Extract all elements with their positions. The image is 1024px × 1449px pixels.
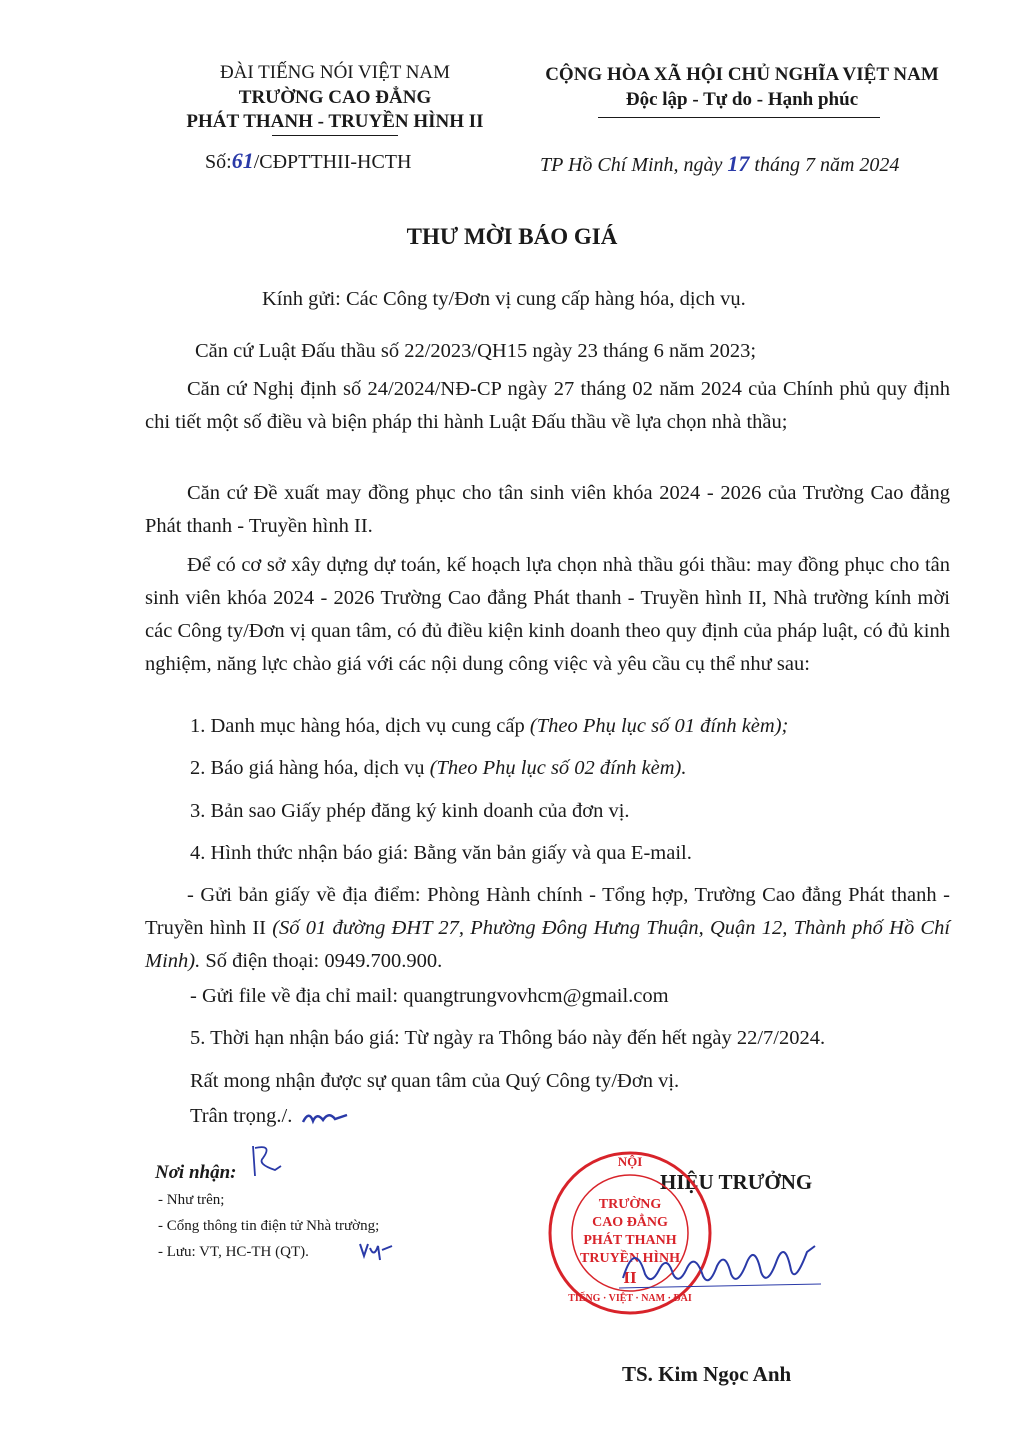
recipient-item-1: - Như trên;: [158, 1192, 225, 1208]
school-name-line1: TRƯỜNG CAO ĐẲNG: [238, 87, 432, 108]
date-day-handwritten: 17: [727, 151, 750, 176]
motto: Độc lập - Tự do - Hạnh phúc: [625, 89, 859, 110]
send-paper-text: - Gửi bản giấy về địa điểm: Phòng Hành chính - Tổng hợp, Trường Cao đẳng Phát thanh - Truyền hình II: [145, 884, 950, 939]
org-name: ĐÀI TIẾNG NÓI VIỆT NAM: [219, 62, 451, 83]
recipient-item-2: - Cổng thông tin điện tử Nhà trường;: [158, 1218, 380, 1234]
initials-mark-2: [245, 1140, 285, 1180]
school-name-line2: PHÁT THANH - TRUYỀN HÌNH II: [186, 111, 484, 132]
doc-no-suffix: /CĐPTTHII-HCTH: [253, 151, 412, 173]
recipient-item-3: - Lưu: VT, HC-TH (QT).: [158, 1244, 309, 1260]
item-2-text: 2. Báo giá hàng hóa, dịch vụ: [190, 757, 425, 779]
document-number: [205, 147, 411, 176]
item-1-text: 1. Danh mục hàng hóa, dịch vụ cung cấp: [190, 715, 525, 737]
intro-paragraph: Để có cơ sở xây dựng dự toán, kế hoạch lựa chọn nhà thầu gói thầu: may đồng phục cho tân sinh viên khóa 2024 - 2026 Trường Cao đẳng Phát thanh - Truyền hình II, Nhà trường kính mời các Công ty/Đơn vị quan tâm, có đủ điều kiện kinh doanh theo quy định của pháp luật, có đủ kinh nghiệm, năng lực chào giá với các nội dung công việc và yêu cầu cụ thể như sau:: [145, 554, 950, 675]
item-3: 3. Bản sao Giấy phép đăng ký kinh doanh của đơn vị.: [190, 800, 630, 822]
item-5: 5. Thời hạn nhận báo giá: Từ ngày ra Thông báo này đến hết ngày 22/7/2024.: [190, 1027, 826, 1049]
stamp-line-1: TRƯỜNG: [598, 1197, 662, 1212]
doc-no-handwritten: 61: [231, 148, 254, 173]
stamp-line-4: TRUYỀN HÌNH: [580, 1251, 680, 1266]
recipients-title: [155, 1160, 236, 1186]
item-1-note: (Theo Phụ lục số 01 đính kèm);: [529, 715, 789, 737]
closing-line-2: [190, 1100, 351, 1133]
country-name: CỘNG HÒA XÃ HỘI CHỦ NGHĨA VIỆT NAM: [545, 64, 939, 85]
basis-3: Căn cứ Đề xuất may đồng phục cho tân sinh viên khóa 2024 - 2026 của Trường Cao đẳng Phát thanh - Truyền hình II.: [145, 482, 950, 537]
date-prefix: TP Hồ Chí Minh, ngày: [540, 154, 723, 176]
signer-position: HIỆU TRƯỞNG: [660, 1170, 813, 1194]
stamp-line-3: PHÁT THANH: [583, 1233, 677, 1248]
send-paper-paragraph: [145, 879, 950, 978]
closing-line-1: Rất mong nhận được sự quan tâm của Quý Công ty/Đơn vị.: [190, 1070, 680, 1092]
send-file-line: - Gửi file về địa chỉ mail: quangtrungvovhcm@gmail.com: [190, 985, 669, 1007]
document-date: [540, 150, 899, 179]
send-paper-phone: Số điện thoại: 0949.700.900.: [205, 950, 443, 972]
motto-underline: [598, 117, 880, 118]
item-2: [190, 752, 686, 785]
signature-mark: [615, 1230, 825, 1300]
basis-1: Căn cứ Luật Đấu thầu số 22/2023/QH15 ngày 23 tháng 6 năm 2023;: [195, 340, 757, 362]
item-2-note: (Theo Phụ lục số 02 đính kèm).: [429, 757, 687, 779]
date-suffix: tháng 7 năm 2024: [754, 154, 900, 176]
stamp-line-2: CAO ĐẲNG: [592, 1215, 668, 1230]
send-paper-address: (Số 01 đường ĐHT 27, Phường Đông Hưng Thuận, Quận 12, Thành phố Hồ Chí Minh).: [145, 917, 951, 972]
initials-mark-3: [358, 1240, 394, 1262]
closing-text: Trân trọng./.: [190, 1105, 293, 1127]
stamp-line-5: II: [623, 1268, 637, 1287]
recipient-line: Kính gửi: Các Công ty/Đơn vị cung cấp hàng hóa, dịch vụ.: [262, 288, 746, 310]
item-1: [190, 710, 788, 743]
item-4: 4. Hình thức nhận báo giá: Bằng văn bản giấy và qua E-mail.: [190, 842, 692, 864]
recipients-title-text: Nơi nhận:: [155, 1162, 237, 1183]
letter-title: THƯ MỜI BÁO GIÁ: [406, 224, 618, 249]
basis-2: Căn cứ Nghị định số 24/2024/NĐ-CP ngày 27 tháng 02 năm 2024 của Chính phủ quy định chi tiết một số điều và biện pháp thi hành Luật Đấu thầu về lựa chọn nhà thầu;: [145, 378, 950, 433]
stamp-ring-text: TIẾNG · VIỆT · NAM · ĐÀI: [568, 1293, 692, 1304]
school-underline: [272, 135, 398, 136]
signer-name: TS. Kim Ngọc Anh: [622, 1362, 792, 1386]
initials-mark-1: [301, 1107, 351, 1127]
stamp-top-text: NỘI: [617, 1154, 643, 1169]
doc-no-prefix: Số:: [205, 151, 232, 173]
